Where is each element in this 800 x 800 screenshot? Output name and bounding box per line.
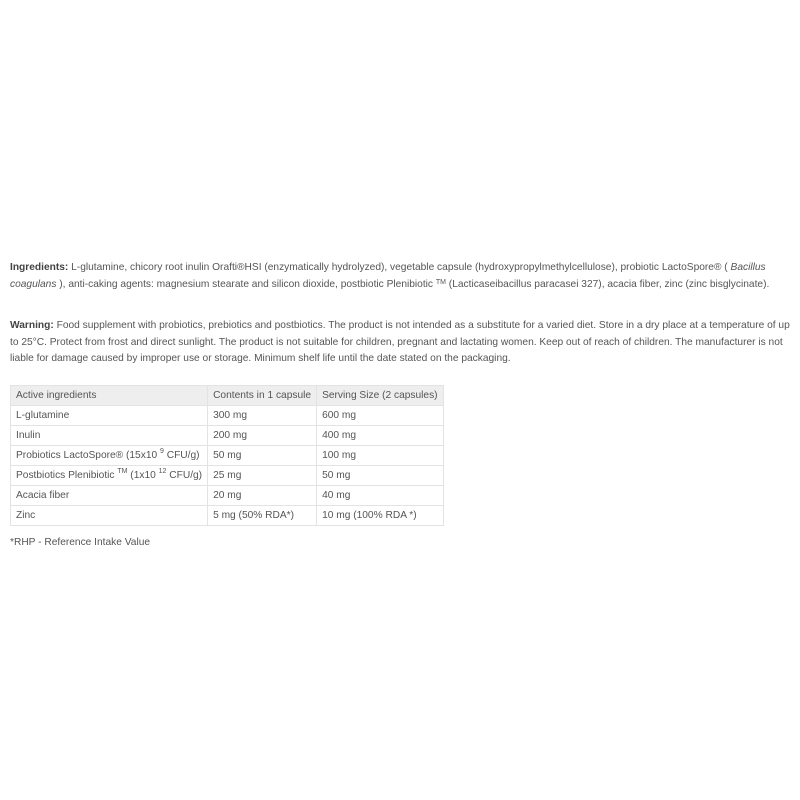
table-row: [11, 445, 444, 465]
table-row: [11, 505, 444, 525]
amount-per-serving: 100 mg: [317, 445, 444, 465]
amount-per-capsule: 300 mg: [208, 405, 317, 425]
table-row: [11, 405, 444, 425]
ingredients-text-3: (Lacticaseibacillus paracasei 327), acacia fiber, zinc (zinc bisglycinate).: [445, 278, 770, 290]
warning-paragraph: [10, 318, 792, 368]
ingredient-name: Acacia fiber: [11, 485, 208, 505]
amount-per-capsule: 200 mg: [208, 425, 317, 445]
ingredients-text: L-glutamine, chicory root inulin Orafti®HSI (enzymatically hydrolyzed), vegetable capsule (hydroxypropylmethylcellulose), probiotic LactoSpore® (: [68, 262, 731, 273]
table-row: [11, 425, 444, 445]
header-contents-per-capsule: Contents in 1 capsule: [208, 385, 317, 405]
bacterium-name: Bacillus coagulans: [10, 262, 766, 290]
ingredient-name: Zinc: [11, 505, 208, 525]
amount-per-serving: 400 mg: [317, 425, 444, 445]
amount-per-serving: 50 mg: [317, 465, 444, 485]
table-row: [11, 465, 444, 485]
table-row: [11, 485, 444, 505]
amount-per-serving: 600 mg: [317, 405, 444, 425]
amount-per-serving: 40 mg: [317, 485, 444, 505]
ingredient-name: Postbiotics Plenibiotic ™ (1x10 $^{12}$ CFU/g): [11, 465, 208, 485]
header-serving-size: Serving Size (2 capsules): [317, 385, 444, 405]
ingredients-text-2: ), anti-caking agents: magnesium stearate and silicon dioxide, postbiotic Plenibiotic: [56, 278, 436, 290]
amount-per-capsule: 20 mg: [208, 485, 317, 505]
ingredient-name: Probiotics LactoSpore® (15x10 $^9$ CFU/g): [11, 445, 208, 465]
amount-per-capsule: 5 mg (50% RDA*): [208, 505, 317, 525]
warning-label: Warning:: [10, 320, 54, 331]
ingredients-label: Ingredients:: [10, 262, 69, 273]
warning-text: Food supplement with probiotics, prebiotics and postbiotics. The product is not intended as a substitute for a varied diet. Store in a dry place at a temperature of up to 25°C. Protect from frost and direct sunlight. The product is not suitable for children, pregnant and lactating women. Keep out of reach of children. The manufacturer is not liable for damage caused by improper use or storage. Minimum shelf life until the date stated on the packaging.: [10, 320, 790, 364]
table-header-row: [11, 385, 444, 405]
trademark-sup: TM: [435, 278, 446, 286]
amount-per-capsule: 25 mg: [208, 465, 317, 485]
amount-per-serving: 10 mg (100% RDA *): [317, 505, 444, 525]
amount-per-capsule: 50 mg: [208, 445, 317, 465]
footnote: *RHP - Reference Intake Value: [10, 536, 151, 548]
ingredient-name: Inulin: [11, 425, 208, 445]
product-info: [10, 260, 792, 548]
active-ingredients-table: [10, 385, 444, 526]
ingredient-name: L-glutamine: [11, 405, 208, 425]
ingredients-paragraph: [10, 260, 792, 293]
header-active-ingredients: Active ingredients: [11, 385, 208, 405]
